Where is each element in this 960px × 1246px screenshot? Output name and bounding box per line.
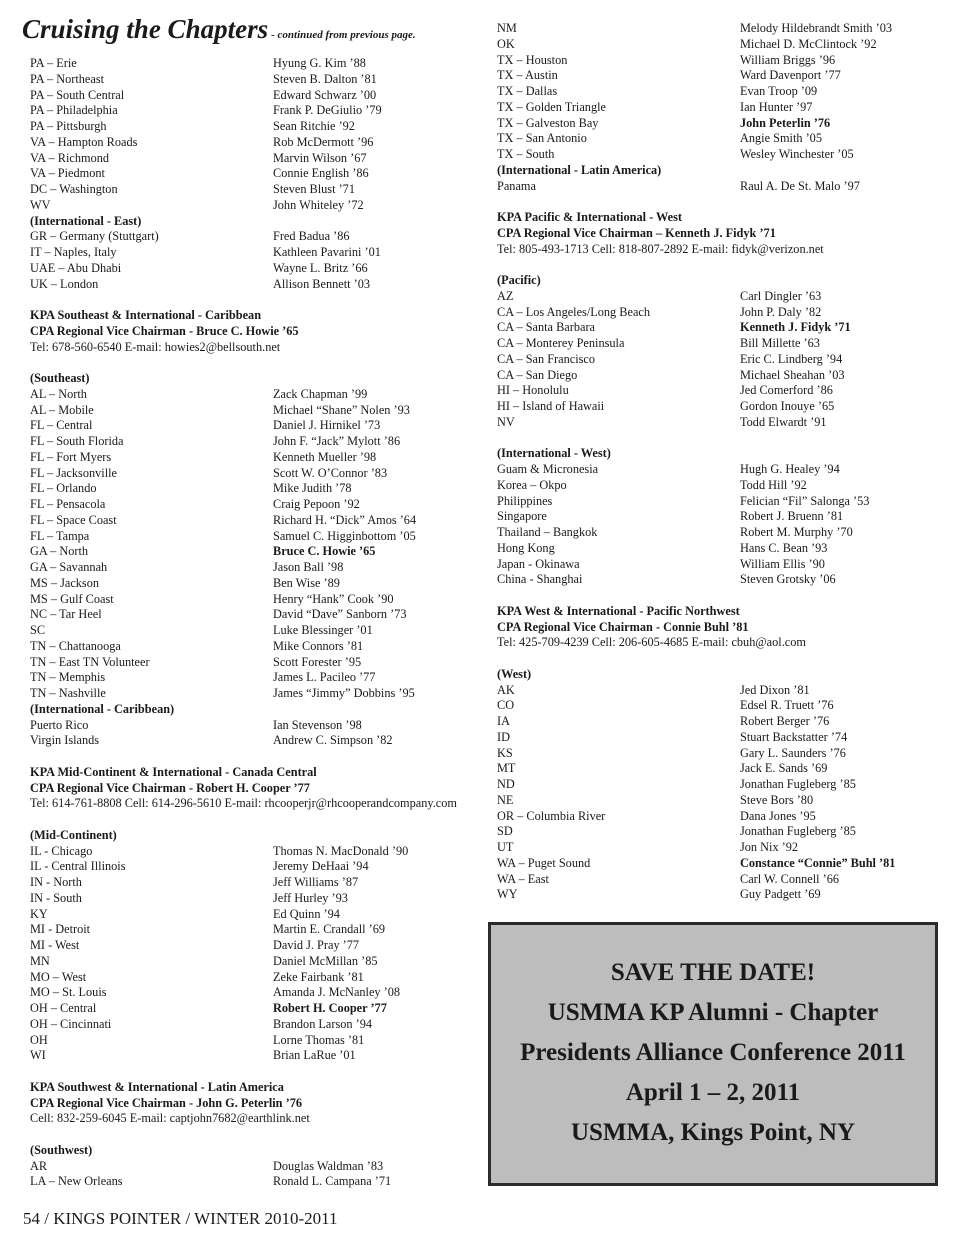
chapter-president: Henry “Hank” Cook ’90 [273, 591, 394, 606]
chapter-president: Amanda J. McNanley ’08 [273, 985, 401, 1000]
chapter-president: Gordon Inouye ’65 [740, 399, 835, 413]
chapter-name: Tel: 678-560-6540 E-mail: howies2@bellsouth.net [30, 339, 281, 354]
section-heading: KPA Southwest & International - Latin America [30, 1079, 284, 1094]
chapter-president: Steven Grotsky ’06 [740, 572, 836, 587]
section-heading: (Pacific) [497, 273, 541, 287]
chapter-president: Edsel R. Truett ’76 [740, 698, 834, 713]
chapter-name: ID [497, 729, 510, 744]
chapter-president: James L. Pacileo ’77 [273, 670, 376, 685]
chapter-name: Cell: 832-259-6045 E-mail: captjohn7682@earthlink.net [30, 1111, 310, 1126]
chapter-name: TX – Houston [497, 52, 568, 67]
chapter-president: Marvin Wilson ’67 [273, 150, 367, 165]
chapter-president: Steven B. Dalton ’81 [273, 71, 377, 86]
chapter-name: SD [497, 824, 513, 839]
section-heading: KPA Southeast & International - Caribbean [30, 308, 262, 322]
announcement-location: USMMA, Kings Point, NY [570, 1119, 856, 1146]
page-footer: 54 / KINGS POINTER / WINTER 2010-2011 [23, 1209, 338, 1228]
chapter-president: Mike Judith ’78 [273, 481, 352, 496]
chapter-president: Scott W. O’Connor ’83 [273, 465, 388, 480]
section-heading: KPA Pacific & International - West [497, 210, 682, 224]
chapter-name: UAE – Abu Dhabi [30, 260, 122, 275]
section-heading: (International - Latin America) [497, 162, 662, 177]
chapter-president: John Whiteley ’72 [273, 197, 364, 212]
chapter-name: MO – St. Louis [30, 985, 107, 1000]
chapter-name: OR – Columbia River [497, 808, 606, 823]
section-heading: (International - West) [497, 446, 611, 461]
chapter-president: David “Dave” Sanborn ’73 [273, 607, 407, 622]
section-heading: (International - Caribbean) [30, 701, 175, 716]
chapter-name: HI – Honolulu [497, 383, 569, 398]
chapter-president: Todd Elwardt ’91 [740, 414, 827, 429]
chapter-name: Tel: 614-761-8808 Cell: 614-296-5610 E-mail: rhcooperjr@rhcooperandcompany.com [30, 796, 457, 811]
chapter-president: Sean Ritchie ’92 [273, 119, 355, 133]
chapter-name: Tel: 805-493-1713 Cell: 818-807-2892 E-mail: fidyk@verizon.net [497, 241, 824, 256]
chapter-name: PA – Pittsburgh [30, 119, 107, 133]
chapter-name: VA – Richmond [30, 150, 110, 165]
chapter-name: MS – Gulf Coast [30, 591, 114, 606]
chapter-president: Bill Millette ’63 [740, 336, 820, 350]
chapter-name: Panama [497, 178, 536, 193]
chapter-name: SC [30, 623, 46, 637]
chapter-president: Zack Chapman ’99 [273, 386, 368, 401]
chapter-president: Mike Connors ’81 [273, 638, 364, 653]
chapter-president: Michael D. McClintock ’92 [740, 36, 877, 51]
chapter-president: John P. Daly ’82 [740, 304, 822, 319]
chapter-name: HI – Island of Hawaii [497, 399, 605, 413]
chapter-name: OH [30, 1032, 48, 1047]
chapter-name: PA – Erie [30, 56, 77, 70]
page-subtitle: - continued from previous page. [271, 29, 416, 41]
chapter-president: Ian Stevenson ’98 [273, 717, 362, 732]
chapter-president: Douglas Waldman ’83 [273, 1158, 384, 1173]
chapter-president: Robert M. Murphy ’70 [740, 525, 853, 539]
chapter-name: NC – Tar Heel [30, 607, 102, 622]
chapter-name: VA – Piedmont [30, 166, 105, 181]
chapter-president: Jonathan Fugleberg ’85 [740, 777, 856, 791]
chapter-president: Kathleen Pavarini ’01 [273, 245, 381, 259]
chapter-name: China - Shanghai [497, 572, 583, 587]
chapter-president: Luke Blessinger ’01 [273, 623, 373, 637]
chapter-name: NE [497, 792, 514, 807]
chapter-name: FL – Pensacola [30, 497, 106, 511]
chapter-name: Hong Kong [497, 540, 555, 555]
section-heading: CPA Regional Vice Chairman - John G. Peterlin ’76 [30, 1095, 302, 1110]
section-heading: CPA Regional Vice Chairman - Bruce C. Howie ’65 [30, 323, 299, 338]
chapter-name: MO – West [30, 969, 87, 984]
chapter-name: KY [30, 906, 48, 921]
chapter-president: Jed Comerford ’86 [740, 383, 833, 398]
chapter-name: TX – Dallas [497, 84, 558, 98]
announcement-heading: SAVE THE DATE! [610, 959, 816, 986]
chapter-name: TN – Chattanooga [30, 638, 121, 653]
section-heading: (Mid-Continent) [30, 827, 117, 842]
chapter-name: CA – Los Angeles/Long Beach [497, 304, 651, 319]
chapter-name: Korea – Okpo [497, 477, 567, 492]
chapter-name: KS [497, 745, 513, 760]
chapter-name: WY [497, 887, 518, 902]
chapter-name: VA – Hampton Roads [30, 134, 138, 149]
section-heading: CPA Regional Vice Chairman - Connie Buhl ’81 [497, 619, 749, 634]
section-heading: CPA Regional Vice Chairman – Kenneth J. Fidyk ’71 [497, 225, 776, 240]
chapter-president: Bruce C. Howie ’65 [273, 544, 376, 559]
announcement-line: USMMA KP Alumni - Chapter [547, 999, 879, 1026]
chapter-name: TN – East TN Volunteer [30, 654, 150, 669]
chapter-name: Thailand – Bangkok [497, 525, 598, 539]
chapter-name: Virgin Islands [30, 733, 100, 748]
chapter-name: MI - Detroit [30, 922, 91, 937]
chapter-president: Michael “Shane” Nolen ’93 [273, 402, 410, 417]
chapter-president: Wayne L. Britz ’66 [273, 260, 368, 275]
chapter-name: NM [497, 21, 517, 35]
chapter-name: NV [497, 414, 515, 429]
save-the-date-box [488, 922, 938, 1186]
chapter-president: Allison Bennett ’03 [273, 276, 371, 291]
chapter-president: Lorne Thomas ’81 [273, 1032, 365, 1047]
section-heading: (Southeast) [30, 371, 90, 385]
chapter-president: Eric C. Lindberg ’94 [740, 351, 843, 366]
chapter-president: Robert H. Cooper ’77 [273, 1001, 387, 1015]
chapter-name: OH – Cincinnati [30, 1016, 112, 1031]
chapter-name: PA – Northeast [30, 71, 105, 86]
chapter-president: Jed Dixon ’81 [740, 682, 810, 697]
chapter-president: Samuel C. Higginbottom ’05 [273, 528, 416, 543]
chapter-name: AZ [497, 288, 514, 303]
chapter-president: William Ellis ’90 [740, 556, 825, 571]
chapter-president: Andrew C. Simpson ’82 [273, 733, 393, 748]
chapter-president: Connie English ’86 [273, 166, 369, 181]
chapter-president: Thomas N. MacDonald ’90 [273, 843, 409, 858]
chapter-president: Ward Davenport ’77 [740, 68, 841, 83]
chapter-president: Jeff Hurley ’93 [273, 890, 348, 905]
chapter-president: Jeff Williams ’87 [273, 875, 359, 889]
chapter-president: Brandon Larson ’94 [273, 1016, 373, 1031]
chapter-name: TN – Memphis [30, 670, 106, 685]
page-title: Cruising the Chapters [22, 14, 269, 44]
chapter-name: WA – Puget Sound [497, 855, 591, 870]
chapter-name: CO [497, 698, 515, 713]
chapter-president: Kenneth J. Fidyk ’71 [740, 320, 851, 335]
chapter-name: WV [30, 197, 51, 212]
chapter-name: FL – Orlando [30, 481, 97, 496]
chapter-name: AR [30, 1158, 48, 1173]
chapter-name: AK [497, 682, 515, 697]
chapter-name: CA – San Francisco [497, 351, 596, 366]
chapter-president: Scott Forester ’95 [273, 654, 362, 669]
chapter-president: Fred Badua ’86 [273, 229, 350, 244]
chapter-president: John F. “Jack” Mylott ’86 [273, 434, 401, 448]
chapter-name: AL – Mobile [30, 402, 94, 417]
chapter-name: IL - Central Illinois [30, 859, 126, 874]
chapter-president: Felician “Fil” Salonga ’53 [740, 493, 870, 508]
chapter-name: IN - South [30, 890, 82, 905]
chapter-president: Ben Wise ’89 [273, 575, 340, 590]
chapter-name: Guam & Micronesia [497, 462, 599, 476]
chapter-name: PA – Philadelphia [30, 103, 118, 118]
chapter-name: WA – East [497, 871, 549, 886]
chapter-president: Rob McDermott ’96 [273, 134, 374, 149]
chapter-president: Carl Dingler ’63 [740, 288, 822, 303]
chapter-name: TN – Nashville [30, 686, 106, 700]
chapter-name: TX – Austin [497, 68, 558, 83]
section-heading: KPA Mid-Continent & International - Canada Central [30, 764, 317, 779]
chapter-name: FL – Tampa [30, 528, 90, 543]
chapter-president: Edward Schwarz ’00 [273, 87, 377, 102]
chapter-president: Hans C. Bean ’93 [740, 540, 828, 555]
chapter-president: Constance “Connie” Buhl ’81 [740, 855, 896, 870]
chapter-name: LA – New Orleans [30, 1174, 123, 1189]
chapter-name: CA – San Diego [497, 367, 578, 382]
chapter-president: John Peterlin ’76 [740, 115, 831, 130]
chapter-name: PA – South Central [30, 87, 125, 102]
chapter-president: Frank P. DeGiulio ’79 [273, 103, 382, 118]
chapter-name: ND [497, 777, 515, 791]
chapter-name: MI - West [30, 938, 80, 952]
chapter-president: Jon Nix ’92 [740, 840, 799, 854]
chapter-name: GA – Savannah [30, 560, 108, 574]
chapter-president: Brian LaRue ’01 [273, 1048, 356, 1063]
chapter-name: MT [497, 761, 516, 776]
chapter-president: Martin E. Crandall ’69 [273, 922, 386, 937]
chapter-president: Stuart Backstatter ’74 [740, 729, 848, 744]
chapter-president: Ronald L. Campana ’71 [273, 1174, 392, 1189]
chapter-name: TX – Golden Triangle [497, 99, 606, 114]
chapter-name: AL – North [30, 386, 87, 401]
chapter-president: Jeremy DeHaai ’94 [273, 859, 369, 874]
chapter-president: Zeke Fairbank ’81 [273, 969, 364, 984]
chapter-president: Jason Ball ’98 [273, 560, 344, 574]
chapter-name: GR – Germany (Stuttgart) [30, 229, 159, 244]
page-title-block [22, 14, 416, 45]
chapter-president: Daniel J. Hirnikel ’73 [273, 418, 381, 433]
chapter-president: Robert Berger ’76 [740, 714, 830, 728]
chapter-name: Puerto Rico [30, 717, 89, 732]
announcement-line: Presidents Alliance Conference 2011 [520, 1039, 906, 1066]
chapter-president: Ian Hunter ’97 [740, 99, 813, 114]
chapter-name: IT – Naples, Italy [30, 245, 117, 259]
chapter-name: FL – South Florida [30, 434, 124, 448]
chapter-president: Daniel McMillan ’85 [273, 953, 378, 968]
chapter-president: James “Jimmy” Dobbins ’95 [273, 686, 415, 700]
chapter-president: Dana Jones ’95 [740, 808, 816, 823]
chapter-president: Craig Pepoon ’92 [273, 497, 360, 511]
chapter-president: Wesley Winchester ’05 [740, 147, 854, 161]
chapter-president: Jack E. Sands ’69 [740, 761, 828, 776]
section-heading: KPA West & International - Pacific Northwest [497, 603, 740, 618]
chapter-president: Hyung G. Kim ’88 [273, 56, 366, 70]
chapter-president: Michael Sheahan ’03 [740, 367, 845, 382]
chapter-president: Guy Padgett ’69 [740, 887, 821, 902]
chapter-name: OK [497, 36, 515, 51]
chapter-president: David J. Pray ’77 [273, 938, 360, 952]
chapter-president: Raul A. De St. Malo ’97 [740, 178, 860, 193]
chapter-name: MS – Jackson [30, 575, 100, 590]
chapter-president: Richard H. “Dick” Amos ’64 [273, 512, 417, 527]
chapter-name: GA – North [30, 544, 89, 559]
chapter-name: Singapore [497, 509, 547, 524]
chapter-name: IN - North [30, 875, 82, 889]
chapter-president: Steven Blust ’71 [273, 182, 355, 196]
chapter-name: Tel: 425-709-4239 Cell: 206-605-4685 E-mail: cbuh@aol.com [497, 635, 806, 650]
chapter-name: TX – San Antonio [497, 131, 587, 146]
chapter-name: MN [30, 953, 50, 968]
chapter-name: WI [30, 1048, 46, 1063]
section-heading: (Southwest) [30, 1142, 93, 1157]
chapter-president: Steve Bors ’80 [740, 792, 814, 807]
section-heading: (West) [497, 666, 532, 681]
chapter-name: TX – South [497, 147, 555, 161]
chapter-name: FL – Central [30, 418, 93, 433]
chapter-name: FL – Fort Myers [30, 449, 112, 464]
chapter-president: Jonathan Fugleberg ’85 [740, 824, 856, 839]
section-heading: CPA Regional Vice Chairman - Robert H. Cooper ’77 [30, 780, 310, 795]
chapter-president: William Briggs ’96 [740, 52, 836, 67]
chapter-name: CA – Monterey Peninsula [497, 336, 625, 350]
chapter-president: Evan Troop ’09 [740, 84, 818, 98]
chapter-name: FL – Jacksonville [30, 465, 117, 480]
chapter-name: Philippines [497, 493, 553, 508]
chapter-president: Robert J. Bruenn ’81 [740, 509, 844, 524]
chapter-president: Ed Quinn ’94 [273, 906, 340, 921]
chapter-president: Todd Hill ’92 [740, 477, 807, 492]
chapter-president: Carl W. Connell ’66 [740, 871, 840, 886]
chapter-name: FL – Space Coast [30, 512, 117, 527]
chapter-name: DC – Washington [30, 182, 118, 196]
chapter-name: IA [497, 714, 510, 728]
chapter-name: UK – London [30, 276, 99, 291]
chapter-president: Gary L. Saunders ’76 [740, 745, 846, 760]
section-heading: (International - East) [30, 213, 142, 228]
chapter-name: TX – Galveston Bay [497, 115, 599, 130]
announcement-date: April 1 – 2, 2011 [625, 1079, 801, 1106]
chapter-name: Japan - Okinawa [497, 556, 580, 571]
chapter-president: Kenneth Mueller ’98 [273, 449, 377, 464]
chapter-name: IL - Chicago [30, 843, 93, 858]
chapter-name: UT [497, 840, 514, 854]
chapter-president: Melody Hildebrandt Smith ’03 [740, 21, 892, 35]
chapter-name: CA – Santa Barbara [497, 320, 596, 335]
chapter-name: OH – Central [30, 1001, 97, 1015]
chapter-president: Hugh G. Healey ’94 [740, 462, 840, 476]
chapter-president: Angie Smith ’05 [740, 131, 822, 146]
